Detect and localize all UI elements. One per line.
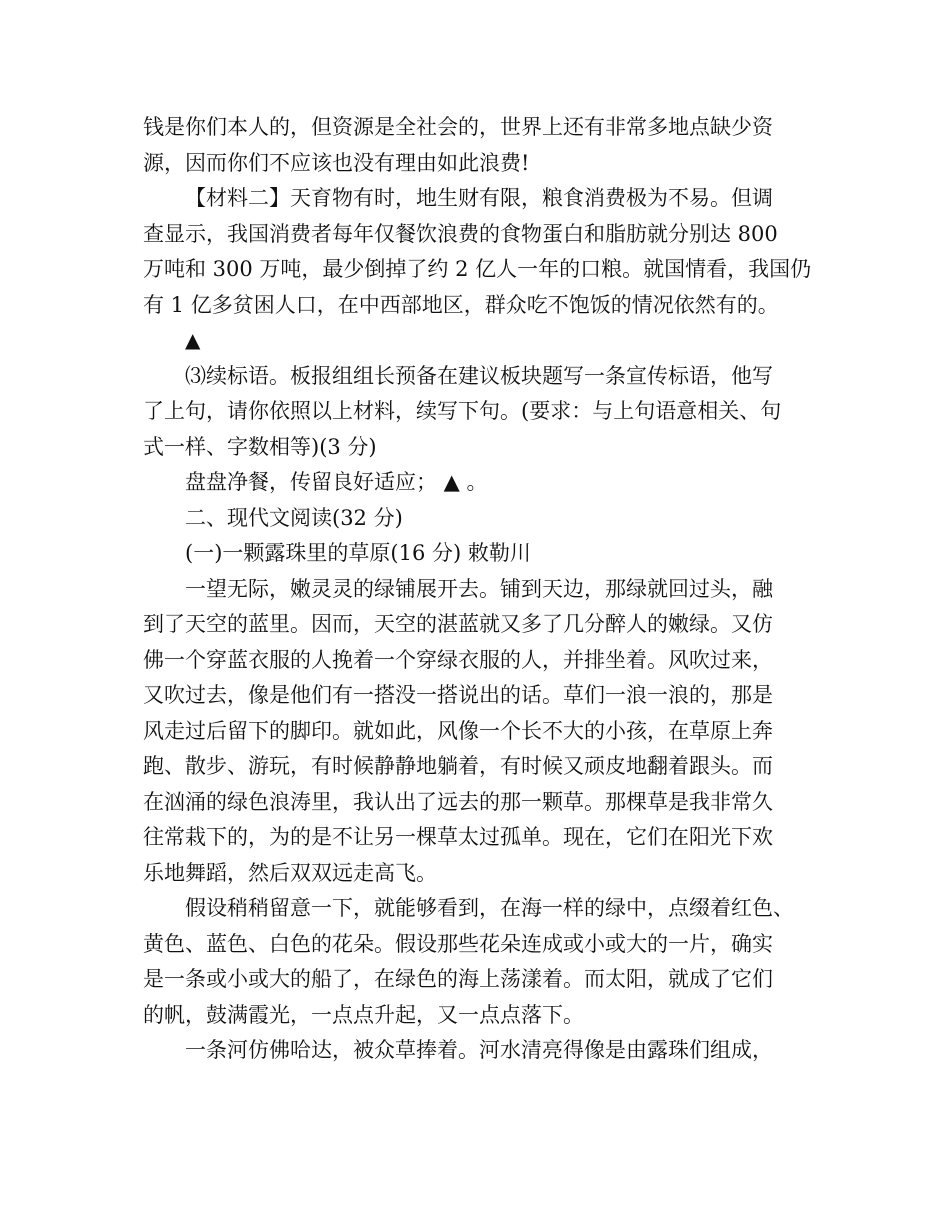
text-line: 查显示，我国消费者每年仅餐饮浪费的食物蛋白和脂肪就分别达 800 [143,221,778,246]
text-line: 一望无际，嫩灵灵的绿铺展开去。铺到天边，那绿就回过头，融 [185,576,773,601]
answer-triangle-marker: ▲ [185,328,201,352]
text-line: 乐地舞蹈，然后双双远走高飞。 [143,860,437,885]
text-line: 往常栽下的，为的是不让另一棵草太过孤单。现在，它们在阳光下欢 [143,825,773,849]
text-line: 假设稍稍留意一下，就能够看到，在海一样的绿中，点缀着红色、 [185,896,794,920]
text-line: 在汹涌的绿色浪涛里，我认出了远去的那一颗草。那棵草是我非常久 [143,789,773,814]
text-line: 又吹过去，像是他们有一搭没一搭说出的话。草们一浪一浪的，那是 [143,683,773,707]
section-heading: 二、现代文阅读(32 分) [185,505,403,530]
text-line: 有 1 亿多贫困人口，在中西部地区，群众吃不饱饭的情况依然有的。 [143,292,779,317]
text-line: 【材料二】天育物有时，地生财有限，粮食消费极为不易。但调 [185,186,773,210]
document-text-block [143,110,815,1069]
text-line: 佛一个穿蓝衣服的人挽着一个穿绿衣服的人，并排坐着。风吹过来， [143,647,773,672]
text-line: 一条河仿佛哈达，被众草捧着。河水清亮得像是由露珠们组成， [185,1038,773,1062]
slogan-line: 盘盘净餐，传留良好适应； ▲ 。 [185,470,488,494]
question-line: ⑶续标语。板报组组长预备在建议板块题写一条宣传标语，他写 [185,363,773,388]
text-line: 源，因而你们不应该也没有理由如此浪费! [143,150,530,175]
text-line: 风走过后留下的脚印。就如此，风像一个长不大的小孩，在草原上奔 [143,718,773,743]
text-line: 跑、散步、游玩，有时候静静地躺着，有时候又顽皮地翻着跟头。而 [143,754,773,778]
text-line: 钱是你们本人的，但资源是全社会的，世界上还有非常多地点缺少资 [143,115,773,139]
text-line: 了上句，请你依照以上材料，续写下句。(要求：与上句语意相关、句 [143,399,782,423]
text-line: 是一条或小或大的船了，在绿色的海上荡漾着。而太阳，就成了它们 [143,967,773,991]
text-line: 黄色、蓝色、白色的花朵。假设那些花朵连成或小或大的一片，确实 [143,931,773,956]
text-line: 式一样、字数相等)(3 分) [143,434,377,459]
article-title: (一)一颗露珠里的草原(16 分) 敕勒川 [185,541,531,565]
text-line: 到了天空的蓝里。因而，天空的湛蓝就又多了几分醉人的嫩绿。又仿 [143,612,773,636]
text-line: 万吨和 300 万吨，最少倒掉了约 2 亿人一年的口粮。就国情看，我国仍 [143,257,812,281]
text-line: 的帆，鼓满霞光，一点点升起，又一点点落下。 [143,1002,584,1027]
